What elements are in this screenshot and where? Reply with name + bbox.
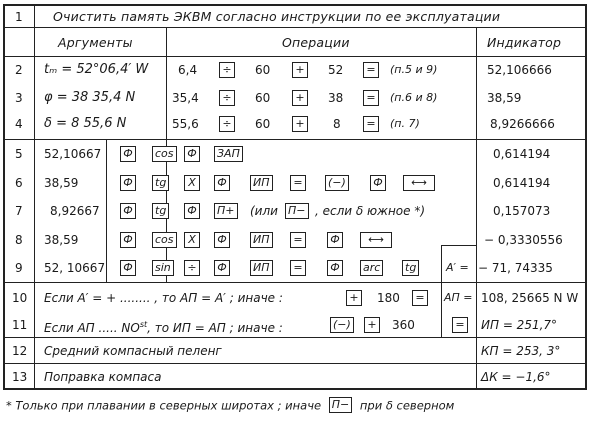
f-key: Ф xyxy=(120,146,136,162)
row-number: 9 xyxy=(15,261,23,275)
value: 60 xyxy=(255,91,271,105)
reference-note: (п.5 и 9) xyxy=(390,63,438,76)
label-a-top xyxy=(441,245,476,246)
tg-key: tg xyxy=(152,175,169,191)
equals-key: = xyxy=(290,260,306,276)
equals-key: = xyxy=(412,290,428,306)
value: 360 xyxy=(392,318,415,332)
indicator-value: 0,614194 xyxy=(493,176,551,190)
compass-correction-label: Поправка компаса xyxy=(44,370,162,384)
indicator-value: 38,59 xyxy=(487,91,522,105)
row-number: 4 xyxy=(15,117,23,131)
indicator-value: ИП = 251,7° xyxy=(481,318,558,332)
row-number: 13 xyxy=(12,370,28,384)
argument-value: 38,59 xyxy=(44,176,79,190)
indicator-value: КП = 253, 3° xyxy=(481,344,561,358)
argument-value: 52,10667 xyxy=(44,147,102,161)
indicator-value: ΔК = −1,6° xyxy=(481,370,551,384)
divide-key: ÷ xyxy=(184,260,200,276)
row-number: 5 xyxy=(15,147,23,161)
footnote-text-a: * Только при плавании в северных широтах ; иначе xyxy=(6,398,322,413)
row-divider xyxy=(3,56,587,57)
divide-key: ÷ xyxy=(219,90,235,106)
clear-memory-instruction: Очистить память ЭКВМ согласно инструкции по ее эксплуатации xyxy=(53,9,501,24)
sin-key: sin xyxy=(152,260,174,276)
plus-key: + xyxy=(292,90,308,106)
arc-key: arc xyxy=(360,260,383,276)
tg-key: tg xyxy=(402,260,419,276)
equals-key: = xyxy=(363,62,379,78)
indicator-value: 8,9266666 xyxy=(490,117,555,131)
row-divider xyxy=(3,27,587,28)
argument-value: 8,92667 xyxy=(50,204,100,218)
row-number: 8 xyxy=(15,233,23,247)
value: 180 xyxy=(377,291,400,305)
value: 38 xyxy=(328,91,344,105)
row-divider xyxy=(3,139,587,140)
equals-key: = xyxy=(290,175,306,191)
plus-key: + xyxy=(364,317,380,333)
swap-key: ⟷ xyxy=(360,232,392,248)
value: 60 xyxy=(255,117,271,131)
f-key: Ф xyxy=(327,232,343,248)
divide-key: ÷ xyxy=(219,62,235,78)
superscript-st: st xyxy=(139,320,148,329)
col-divider-label-a xyxy=(441,245,442,337)
swap-key: ⟷ xyxy=(403,175,435,191)
footnote xyxy=(6,398,454,414)
memory-subtract-key: П− xyxy=(285,203,309,219)
f-key: Ф xyxy=(120,203,136,219)
reference-note: (п.6 и 8) xyxy=(390,91,438,104)
memory-store-key: ЗАП xyxy=(214,146,243,162)
indicator-value: 0,157073 xyxy=(493,204,551,218)
plus-key: + xyxy=(346,290,362,306)
indicator-header: Индикатор xyxy=(487,35,562,50)
divide-key: ÷ xyxy=(219,116,235,132)
f-key: Ф xyxy=(184,203,200,219)
cos-key: cos xyxy=(152,146,177,162)
indicator-value: 0,614194 xyxy=(493,147,551,161)
multiply-key: X xyxy=(184,232,200,248)
col-divider-ops-upper xyxy=(106,139,107,282)
argument-latitude: φ = 38 35,4 N xyxy=(44,90,136,105)
f-key: Ф xyxy=(214,175,230,191)
tg-key: tg xyxy=(152,203,169,219)
value: 55,6 xyxy=(172,117,199,131)
col-divider-indicator xyxy=(476,27,477,255)
condition-text-a: Если AП ..... NO xyxy=(44,321,140,335)
memory-recall-key: ИП xyxy=(250,260,273,276)
equals-key: = xyxy=(363,116,379,132)
plus-key: + xyxy=(292,62,308,78)
equals-key: = xyxy=(452,317,468,333)
row-number: 7 xyxy=(15,204,23,218)
footnote-text-b: при δ северном xyxy=(359,398,455,413)
row-divider xyxy=(3,282,587,283)
row-number: 3 xyxy=(15,91,23,105)
a-prime-label: A′ = xyxy=(446,261,469,274)
indicator-value: − 0,3330556 xyxy=(484,233,563,247)
row-number: 2 xyxy=(15,63,23,77)
value: 60 xyxy=(255,63,271,77)
f-key: Ф xyxy=(214,232,230,248)
value: 35,4 xyxy=(172,91,199,105)
condition-text xyxy=(44,318,283,335)
ap-label: AП = xyxy=(444,291,473,304)
condition-text: Если A′ = + ........ , то AП = A′ ; иначе : xyxy=(44,291,283,305)
row-number: 10 xyxy=(12,291,28,305)
memory-recall-key: ИП xyxy=(250,232,273,248)
southern-declination-note: , если δ южное *) xyxy=(315,204,426,218)
equals-key: = xyxy=(363,90,379,106)
cos-key: cos xyxy=(152,232,177,248)
row-divider xyxy=(3,363,587,364)
f-key: Ф xyxy=(327,260,343,276)
row-number: 11 xyxy=(12,318,28,332)
operations-header: Операции xyxy=(282,35,350,50)
alternative-text: (или xyxy=(250,204,278,218)
argument-tm: tₘ = 52°06,4′ W xyxy=(44,62,149,77)
indicator-value: 108, 25665 N W xyxy=(481,291,579,305)
f-key: Ф xyxy=(120,260,136,276)
f-key: Ф xyxy=(214,260,230,276)
mean-compass-bearing-label: Средний компасный пеленг xyxy=(44,344,222,358)
indicator-value: − 71, 74335 xyxy=(478,261,553,275)
argument-value: 38,59 xyxy=(44,233,79,247)
row-divider xyxy=(3,337,587,338)
f-key: Ф xyxy=(120,232,136,248)
equals-key: = xyxy=(290,232,306,248)
value: 6,4 xyxy=(178,63,198,77)
col-divider-num xyxy=(34,4,35,390)
plus-key: + xyxy=(292,116,308,132)
row-number: 1 xyxy=(15,10,23,24)
condition-text-b: , то ИП = AП ; иначе : xyxy=(147,321,283,335)
sign-change-key: (−) xyxy=(325,175,349,191)
reference-note: (п. 7) xyxy=(390,117,420,130)
argument-value: 52, 10667 xyxy=(44,261,106,275)
memory-recall-key: ИП xyxy=(250,175,273,191)
row-number: 6 xyxy=(15,176,23,190)
argument-declination: δ = 8 55,6 N xyxy=(44,116,127,131)
memory-add-key: П+ xyxy=(214,203,238,219)
indicator-value: 52,106666 xyxy=(487,63,552,77)
f-key: Ф xyxy=(184,146,200,162)
sign-change-key: (−) xyxy=(330,317,354,333)
row-number: 12 xyxy=(12,344,28,358)
col-divider-ap xyxy=(476,245,477,282)
value: 8 xyxy=(333,117,341,131)
value: 52 xyxy=(328,63,344,77)
memory-subtract-key: П− xyxy=(329,397,353,413)
arguments-header: Аргументы xyxy=(58,35,133,50)
f-key: Ф xyxy=(370,175,386,191)
f-key: Ф xyxy=(120,175,136,191)
col-divider-indicator-lower xyxy=(476,282,477,390)
multiply-key: X xyxy=(184,175,200,191)
